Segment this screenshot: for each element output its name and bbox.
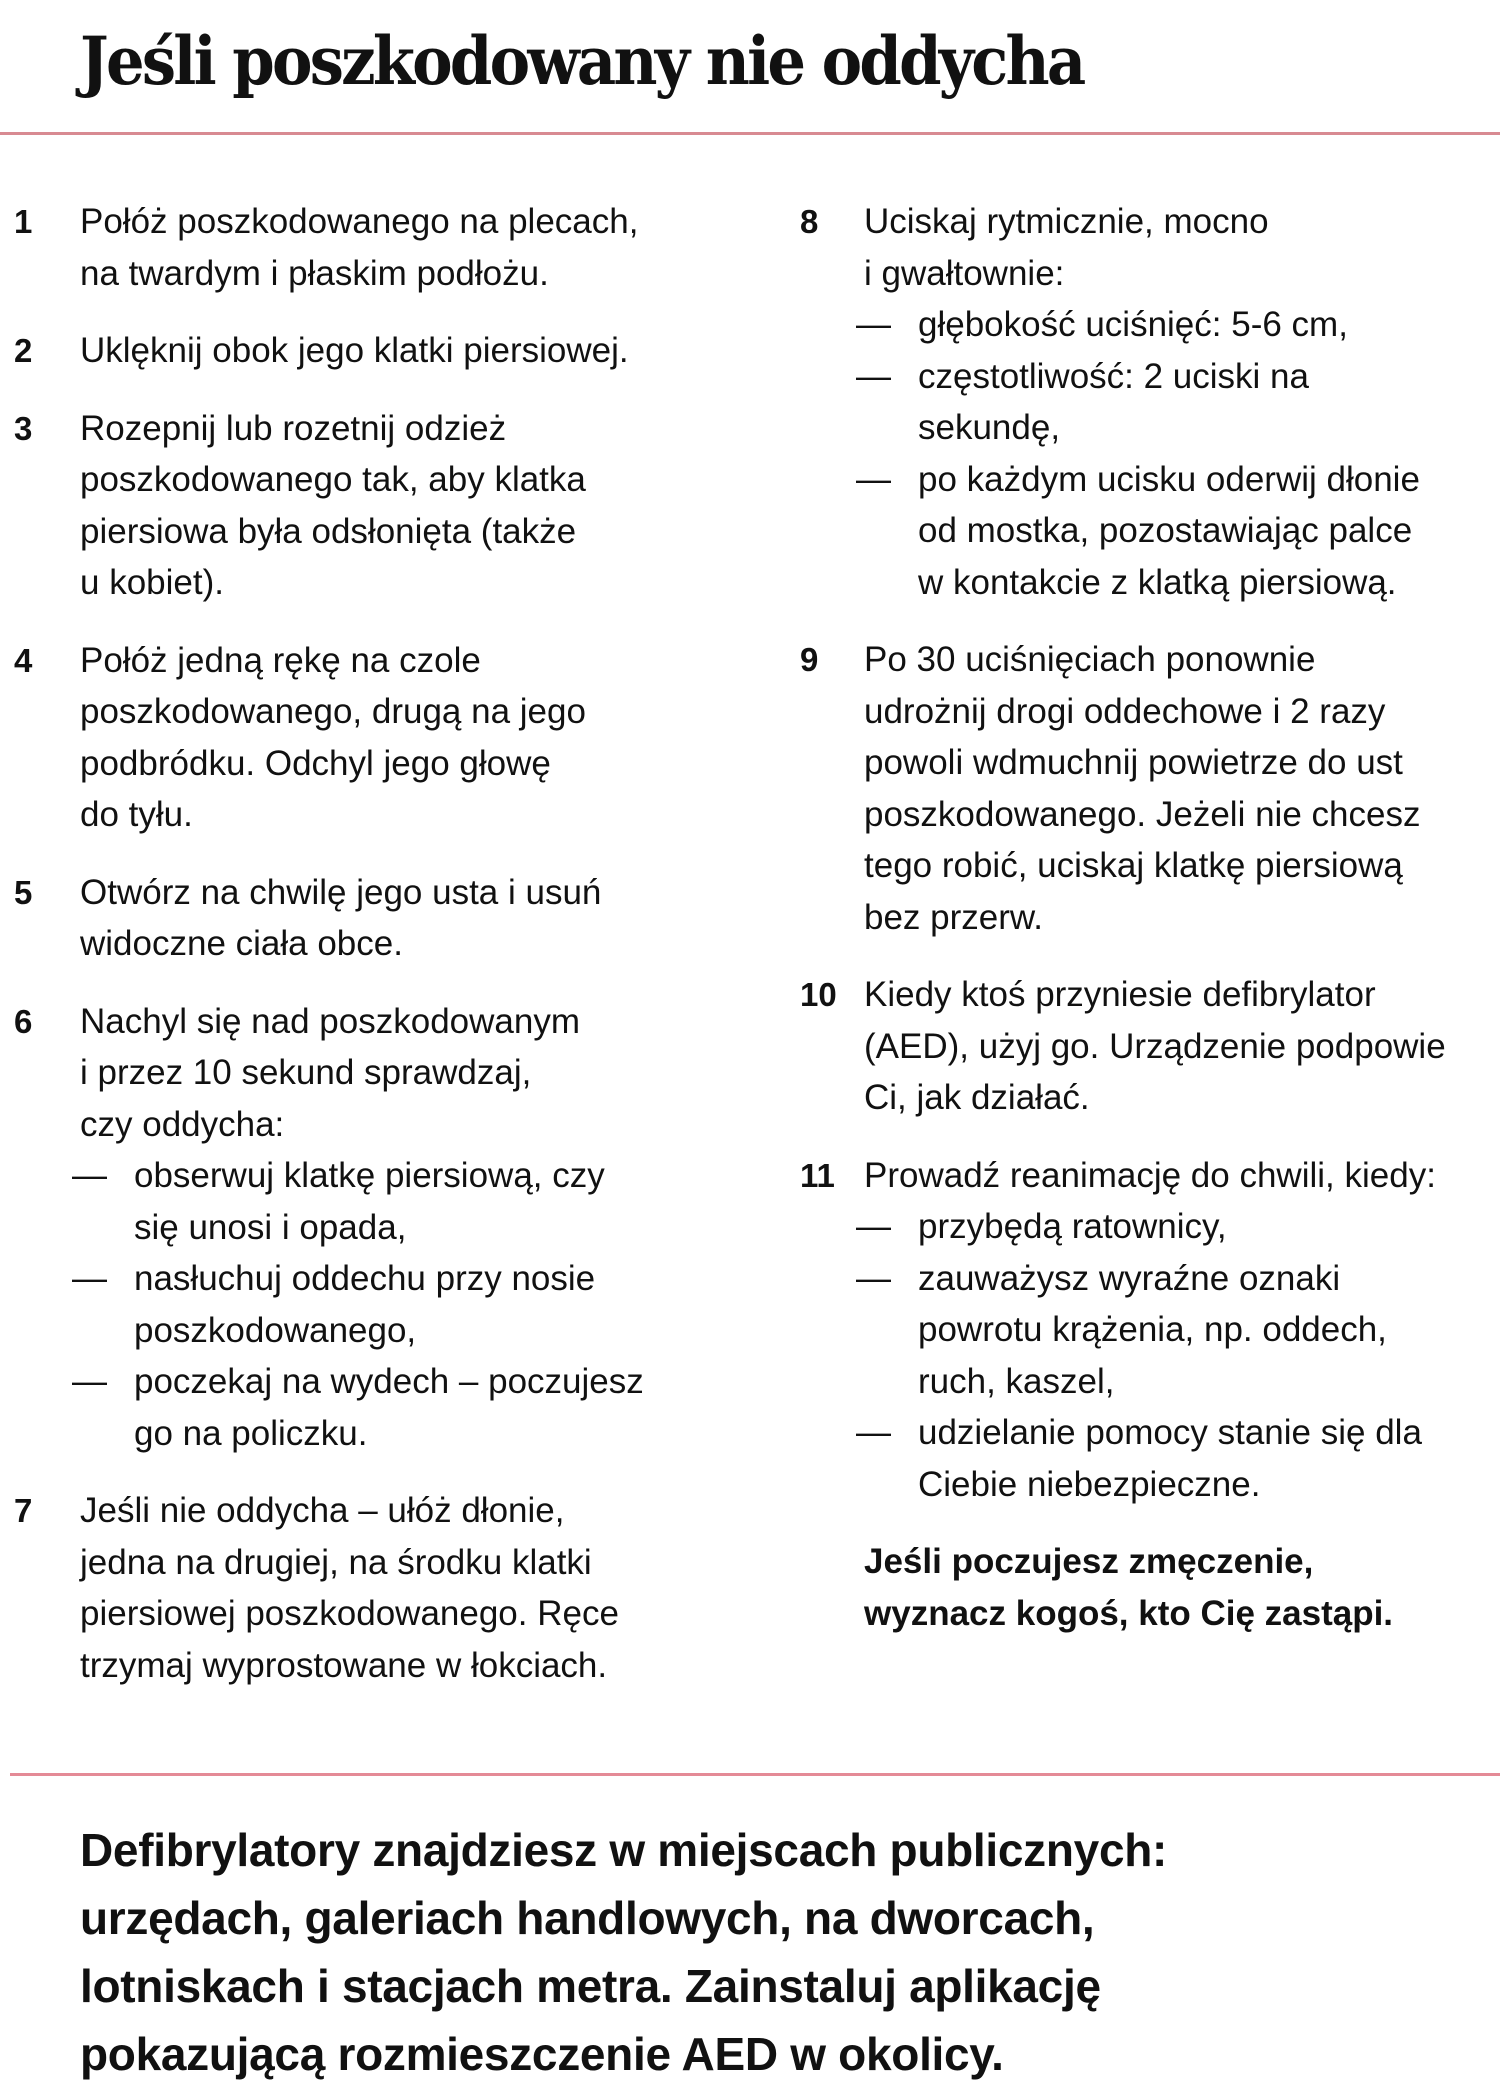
step-line: powoli wdmuchnij powietrze do ust [864, 743, 1403, 782]
bullet-line: częstotliwość: 2 uciski na [918, 356, 1309, 396]
bullet-line: się unosi i opada, [134, 1207, 407, 1247]
step-number: 11 [800, 1156, 835, 1194]
step-text [72, 996, 754, 1460]
bullet-line: po każdym ucisku oderwij dłonie [918, 459, 1420, 499]
dash-bullet-icon: — [856, 459, 891, 499]
step-text [80, 196, 754, 299]
step-item [14, 867, 754, 970]
step-line: i przez 10 sekund sprawdzaj, [80, 1053, 532, 1092]
step-text [856, 196, 1500, 608]
step-line: i gwałtownie: [864, 253, 1065, 293]
bullet-line: obserwuj klatkę piersiową, czy [134, 1156, 605, 1195]
bullet-line: głębokość uciśnięć: 5-6 cm, [918, 305, 1348, 344]
step-line: Po 30 uciśnięciach ponownie [864, 640, 1316, 679]
bullet-line: sekundę, [918, 408, 1061, 447]
step-line: piersiowa była odsłonięta (także [80, 511, 577, 551]
step-text [864, 969, 1500, 1124]
step-item [14, 635, 754, 841]
step-line: czy oddycha: [80, 1104, 285, 1144]
step-item [14, 325, 754, 377]
step-line: trzymaj wyprostowane w łokciach. [80, 1645, 608, 1685]
step-number: 9 [800, 641, 819, 678]
dash-bullet-icon: — [856, 1413, 891, 1452]
bullet-item [856, 299, 1500, 351]
step-line: Jeśli nie oddycha – ułóż dłonie, [80, 1491, 565, 1530]
footer-line: urzędach, galeriach handlowych, na dworcach, [80, 1892, 1095, 1944]
step-number: 6 [14, 1002, 33, 1040]
step-line: piersiowej poszkodowanego. Ręce [80, 1594, 619, 1633]
step-text [80, 867, 754, 970]
bullet-item [856, 1253, 1500, 1408]
step-line: do tyłu. [80, 795, 193, 834]
step-line: Ci, jak działać. [864, 1078, 1090, 1117]
step-line: u kobiet). [80, 563, 224, 602]
step-number: 3 [14, 409, 33, 447]
step-line: poszkodowanego, drugą na jego [80, 692, 586, 731]
step-line: Uciskaj rytmicznie, mocno [864, 202, 1269, 241]
step-number: 8 [800, 203, 819, 240]
step-line: bez przerw. [864, 897, 1043, 937]
step-line: udrożnij drogi oddechowe i 2 razy [864, 691, 1386, 731]
bullet-line: ruch, kaszel, [918, 1361, 1115, 1401]
step-item [14, 1485, 754, 1691]
bullet-line: Ciebie niebezpieczne. [918, 1464, 1261, 1504]
step-item [800, 1150, 1500, 1511]
step-line: Kiedy ktoś przyniesie defibrylator [864, 975, 1376, 1014]
step-line: podbródku. Odchyl jego głowę [80, 743, 551, 783]
bullet-item [72, 1356, 754, 1459]
step-item [14, 196, 754, 299]
step-item [14, 403, 754, 609]
bullet-line: udzielanie pomocy stanie się dla [918, 1413, 1422, 1452]
step-number: 1 [14, 203, 33, 240]
step-item [800, 969, 1500, 1124]
step-line: poszkodowanego. Jeżeli nie chcesz [864, 794, 1421, 834]
bullet-line: poszkodowanego, [134, 1310, 417, 1350]
bullet-item [856, 1201, 1500, 1253]
steps-column-left [14, 196, 754, 1717]
step-line: Otwórz na chwilę jego usta i usuń [80, 872, 602, 912]
step-text [856, 1150, 1500, 1511]
footer-line: Defibrylatory znajdziesz w miejscach publicznych: [80, 1824, 1168, 1876]
step-line: Rozepnij lub rozetnij odzież [80, 408, 507, 448]
bullet-line: go na policzku. [134, 1413, 368, 1453]
bullet-line: powrotu krążenia, np. oddech, [918, 1310, 1387, 1349]
dash-bullet-icon: — [856, 1207, 891, 1246]
step-line: jedna na drugiej, na środku klatki [80, 1542, 592, 1582]
step-item [14, 996, 754, 1460]
step-number: 10 [800, 976, 837, 1013]
step-number: 5 [14, 873, 33, 911]
bullet-item [856, 1407, 1500, 1510]
step-line: Nachyl się nad poszkodowanym [80, 1001, 580, 1041]
step-text [80, 1485, 754, 1691]
bullet-line: przybędą ratownicy, [918, 1207, 1227, 1246]
title-divider [0, 132, 1500, 135]
step-line: tego robić, uciskaj klatkę piersiową [864, 846, 1403, 885]
dash-bullet-icon: — [72, 1362, 107, 1401]
step-text [80, 325, 754, 377]
bullet-item [72, 1253, 754, 1356]
bullet-line: zauważysz wyraźne oznaki [918, 1258, 1341, 1298]
aed-info-footer [80, 1816, 1167, 2088]
steps-column-right [800, 196, 1500, 1639]
step-text [864, 634, 1500, 943]
dash-bullet-icon: — [72, 1156, 107, 1195]
bullet-item [856, 351, 1500, 454]
note-line: Jeśli poczujesz zmęczenie, [864, 1542, 1314, 1581]
step-item [800, 634, 1500, 943]
dash-bullet-icon: — [72, 1259, 107, 1298]
bullet-line: nasłuchuj oddechu przy nosie [134, 1259, 596, 1298]
step-item [800, 196, 1500, 608]
page-title: Jeśli poszkodowany nie oddycha [80, 22, 1084, 100]
step-line: Połóż poszkodowanego na plecach, [80, 202, 639, 241]
step-line: (AED), użyj go. Urządzenie podpowie [864, 1026, 1446, 1066]
step-line: widoczne ciała obce. [80, 924, 403, 963]
bullet-line: od mostka, pozostawiając palce [918, 511, 1413, 550]
dash-bullet-icon: — [856, 356, 891, 396]
step-number: 2 [14, 332, 33, 369]
footer-line: pokazującą rozmieszczenie AED w okolicy. [80, 2028, 1004, 2080]
step-text [80, 403, 754, 609]
bullet-line: poczekaj na wydech – poczujesz [134, 1362, 644, 1401]
bullet-line: w kontakcie z klatką piersiową. [918, 562, 1397, 602]
step-number: 4 [14, 641, 33, 679]
step-line: Prowadź reanimację do chwili, kiedy: [864, 1155, 1436, 1195]
step-line: Uklęknij obok jego klatki piersiowej. [80, 331, 629, 370]
step-line: Połóż jedną rękę na czole [80, 640, 481, 680]
step-number: 7 [14, 1492, 33, 1529]
bullet-item [856, 454, 1500, 609]
footer-line: lotniskach i stacjach metra. Zainstaluj aplikację [80, 1960, 1101, 2012]
step-line: na twardym i płaskim podłożu. [80, 253, 549, 293]
note-line: wyznacz kogoś, kto Cię zastąpi. [864, 1593, 1394, 1633]
step-line: poszkodowanego tak, aby klatka [80, 460, 586, 499]
dash-bullet-icon: — [856, 1258, 891, 1298]
fatigue-note [864, 1536, 1500, 1639]
dash-bullet-icon: — [856, 305, 891, 344]
step-text [80, 635, 754, 841]
bullet-item [72, 1150, 754, 1253]
footer-divider [10, 1773, 1500, 1776]
